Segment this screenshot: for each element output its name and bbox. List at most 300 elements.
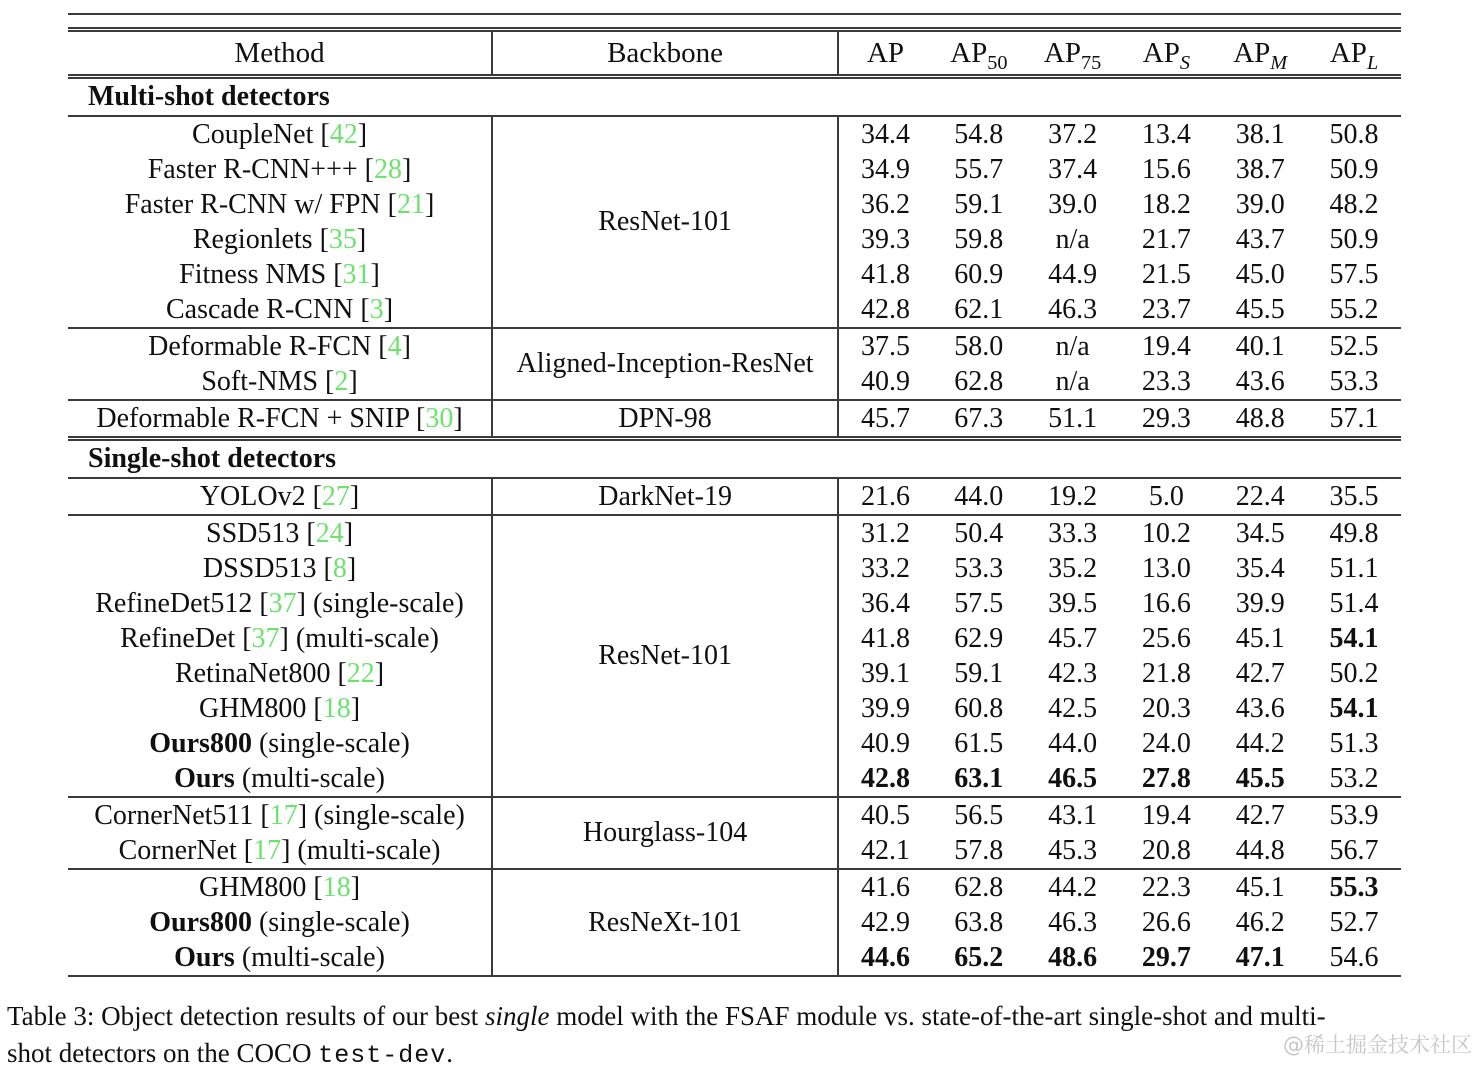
- metric-cell: 33.2: [861, 552, 910, 584]
- metric-cell: 46.3: [1048, 293, 1098, 325]
- table-row: [68, 328, 1401, 364]
- metric-cell: 13.4: [1120, 116, 1214, 152]
- method-cell: [68, 515, 492, 551]
- method-name: Deformable R-FCN: [148, 330, 372, 362]
- metric-cell: 21.7: [1141, 223, 1191, 255]
- metric-cell: 39.9: [1235, 587, 1285, 619]
- metric-header-base: AP: [950, 36, 988, 69]
- metric-cell: 35.5: [1307, 478, 1401, 515]
- method-cell: [68, 656, 492, 691]
- metric-cell: 45.1: [1235, 622, 1285, 654]
- metric-cell: 42.3: [1048, 657, 1098, 689]
- bracket-open: [: [380, 188, 397, 220]
- bracket-open: [: [326, 258, 343, 290]
- method-cell: [68, 116, 492, 152]
- metric-cell: 51.4: [1329, 587, 1379, 619]
- metric-cell: 24.0: [1141, 727, 1191, 759]
- caption-text: Table 3: Object detection results of our best: [7, 1001, 485, 1031]
- citation-number: 17: [269, 799, 298, 831]
- metric-cell: 19.4: [1120, 328, 1214, 364]
- caption-text: test-dev: [318, 1041, 447, 1070]
- metric-cell: 42.7: [1235, 657, 1285, 689]
- metric-cell: 42.5: [1048, 692, 1098, 724]
- citation-number: 28: [373, 153, 402, 185]
- metric-cell: 40.5: [838, 797, 932, 833]
- method-cell: [68, 833, 492, 869]
- metric-cell: 43.1: [1026, 797, 1120, 833]
- bracket-close: ]: [279, 622, 289, 654]
- bracket-open: [: [235, 622, 252, 654]
- method-cell: [68, 478, 492, 515]
- method-name: CornerNet: [118, 834, 237, 866]
- metric-header-sub: S: [1179, 51, 1190, 74]
- metric-cell: 44.2: [1026, 869, 1120, 905]
- metric-cell: 46.2: [1235, 906, 1285, 938]
- metric-cell: 62.8: [954, 365, 1004, 397]
- metric-cell: 51.3: [1329, 727, 1379, 759]
- col-header-metric: [1120, 30, 1214, 77]
- method-name: GHM800: [199, 692, 307, 724]
- metric-cell: 62.9: [954, 622, 1004, 654]
- metric-cell: 23.7: [1141, 293, 1191, 325]
- citation-number: 2: [334, 365, 349, 397]
- metric-cell: 38.7: [1235, 153, 1285, 185]
- bracket-close: ]: [370, 258, 380, 290]
- section-title: Single-shot detectors: [68, 439, 1401, 479]
- metric-cell: 39.3: [861, 223, 910, 255]
- citation-number: 35: [328, 223, 357, 255]
- bracket-close: ]: [401, 330, 411, 362]
- metric-cell: 38.1: [1213, 116, 1307, 152]
- method-cell: [68, 586, 492, 621]
- metric-cell: 39.1: [861, 657, 910, 689]
- bracket-open: [: [313, 118, 330, 150]
- metric-cell: 62.8: [932, 869, 1026, 905]
- metric-cell: 52.7: [1329, 906, 1379, 938]
- metric-cell: 44.9: [1048, 258, 1098, 290]
- metric-cell: 13.0: [1141, 552, 1191, 584]
- metric-cell: 57.5: [954, 587, 1004, 619]
- col-header-backbone: Backbone: [492, 30, 838, 77]
- metric-cell: 57.5: [1329, 258, 1379, 290]
- method-cell: [68, 691, 492, 726]
- metric-cell: 67.3: [932, 400, 1026, 439]
- metric-cell: 37.5: [838, 328, 932, 364]
- metric-header-base: AP: [1142, 36, 1180, 69]
- method-suffix: (single-scale): [251, 906, 410, 938]
- metric-cell: 26.6: [1141, 906, 1191, 938]
- bracket-close: ]: [453, 402, 463, 434]
- method-suffix: (multi-scale): [290, 834, 441, 866]
- metric-cell: 31.2: [838, 515, 932, 551]
- metric-cell: 45.0: [1235, 258, 1285, 290]
- metric-cell: 54.8: [932, 116, 1026, 152]
- caption-text: single: [484, 1001, 550, 1031]
- bracket-close: ]: [281, 834, 291, 866]
- bracket-close: ]: [424, 188, 435, 220]
- bracket-close: ]: [374, 657, 385, 689]
- method-cell: [68, 222, 492, 257]
- bracket-open: [: [357, 153, 374, 185]
- backbone-cell: DarkNet-19: [492, 478, 838, 515]
- metric-cell: 29.7: [1141, 941, 1191, 973]
- bracket-close: ]: [349, 480, 360, 512]
- bracket-close: ]: [296, 587, 306, 619]
- citation-number: 18: [322, 871, 351, 903]
- metric-cell: 40.9: [861, 727, 910, 759]
- method-name: RefineDet: [120, 622, 236, 654]
- backbone-cell: ResNet-101: [492, 515, 838, 797]
- metric-cell: 39.0: [1048, 188, 1098, 220]
- section-row: [68, 439, 1401, 479]
- metric-cell: 39.0: [1235, 188, 1285, 220]
- metric-header-base: AP: [1233, 36, 1271, 69]
- metric-cell: 50.4: [932, 515, 1026, 551]
- metric-header-sub: M: [1270, 51, 1288, 74]
- citation-number: 8: [332, 552, 347, 584]
- method-name: Regionlets: [192, 223, 313, 255]
- method-cell: [68, 292, 492, 328]
- metric-cell: 54.1: [1329, 692, 1379, 724]
- bracket-open: [: [306, 692, 323, 724]
- bracket-open: [: [305, 480, 322, 512]
- metric-header-sub: L: [1366, 51, 1379, 74]
- table-row: [68, 116, 1401, 152]
- metric-cell: 62.1: [954, 293, 1004, 325]
- method-name: Deformable R-FCN + SNIP: [96, 402, 410, 434]
- bracket-close: ]: [357, 118, 368, 150]
- metric-cell: 27.8: [1141, 762, 1191, 794]
- method-cell: [68, 869, 492, 905]
- metric-cell: 44.0: [1048, 727, 1098, 759]
- metric-cell: 50.9: [1329, 223, 1379, 255]
- metric-cell: 56.5: [932, 797, 1026, 833]
- method-cell: [68, 328, 492, 364]
- metric-cell: 5.0: [1120, 478, 1214, 515]
- bracket-open: [: [253, 799, 270, 831]
- bracket-open: [: [299, 517, 316, 549]
- method-name: RetinaNet800: [174, 657, 331, 689]
- metric-header-base: AP: [1329, 36, 1367, 69]
- metric-cell: 43.7: [1235, 223, 1285, 255]
- metric-cell: n/a: [1026, 328, 1120, 364]
- method-name: RefineDet512: [95, 587, 253, 619]
- bracket-open: [: [330, 657, 347, 689]
- metric-cell: 54.6: [1329, 941, 1379, 973]
- metric-cell: 46.3: [1048, 906, 1098, 938]
- metric-cell: 44.6: [861, 941, 910, 973]
- method-name: DSSD513: [202, 552, 317, 584]
- metric-cell: 37.2: [1026, 116, 1120, 152]
- bracket-close: ]: [350, 871, 361, 903]
- metric-cell: 35.2: [1048, 552, 1098, 584]
- citation-number: 3: [369, 293, 384, 325]
- metric-cell: 19.2: [1026, 478, 1120, 515]
- method-name: Faster R-CNN+++: [147, 153, 358, 185]
- citation-number: 21: [396, 188, 425, 220]
- metric-cell: 52.5: [1307, 328, 1401, 364]
- metric-cell: 53.3: [954, 552, 1004, 584]
- method-cell: [68, 551, 492, 586]
- method-cell: [68, 400, 492, 439]
- method-cell: [68, 187, 492, 222]
- metric-cell: 56.7: [1329, 834, 1379, 866]
- bracket-open: [: [353, 293, 370, 325]
- citation-number: 27: [321, 480, 350, 512]
- metric-cell: 50.9: [1329, 153, 1379, 185]
- method-name: Ours: [174, 941, 235, 973]
- metric-cell: 44.8: [1235, 834, 1285, 866]
- method-name: Faster R-CNN w/ FPN: [124, 188, 381, 220]
- table-top-rule: [68, 13, 1401, 15]
- bracket-open: [: [252, 587, 269, 619]
- metric-cell: 61.5: [954, 727, 1004, 759]
- bracket-open: [: [306, 871, 323, 903]
- metric-cell: 63.1: [954, 762, 1004, 794]
- metric-header-base: AP: [866, 36, 905, 69]
- metric-cell: 21.5: [1141, 258, 1191, 290]
- method-name: Ours800: [149, 727, 252, 759]
- citation-number: 24: [315, 517, 344, 549]
- bracket-open: [: [236, 834, 254, 866]
- table-body: [68, 77, 1401, 977]
- metric-cell: 34.4: [838, 116, 932, 152]
- metric-cell: 29.3: [1120, 400, 1214, 439]
- caption-line: [7, 998, 1469, 1035]
- col-header-method: Method: [68, 30, 492, 77]
- metric-cell: 22.3: [1120, 869, 1214, 905]
- method-cell: [68, 797, 492, 833]
- bracket-close: ]: [401, 153, 412, 185]
- method-suffix: (multi-scale): [234, 941, 385, 973]
- metric-header-base: AP: [1043, 36, 1081, 69]
- metric-cell: 21.8: [1141, 657, 1191, 689]
- results-table-container: [68, 13, 1401, 977]
- metric-cell: 10.2: [1120, 515, 1214, 551]
- citation-number: 18: [322, 692, 351, 724]
- method-suffix: (single-scale): [305, 587, 464, 619]
- metric-cell: 45.5: [1235, 762, 1285, 794]
- table-caption: [7, 998, 1469, 1074]
- method-cell: [68, 364, 492, 400]
- metric-cell: 59.1: [954, 188, 1004, 220]
- metric-cell: 19.4: [1120, 797, 1214, 833]
- metric-cell: 40.1: [1213, 328, 1307, 364]
- method-name: CornerNet511: [94, 799, 254, 831]
- metric-cell: 60.9: [954, 258, 1004, 290]
- metric-cell: 22.4: [1213, 478, 1307, 515]
- bracket-close: ]: [350, 692, 361, 724]
- metric-cell: 55.7: [954, 153, 1004, 185]
- metric-cell: n/a: [1055, 365, 1090, 397]
- method-cell: [68, 726, 492, 761]
- metric-header-sub: 50: [987, 51, 1008, 74]
- metric-cell: 58.0: [932, 328, 1026, 364]
- metric-cell: 16.6: [1141, 587, 1191, 619]
- metric-cell: 20.8: [1141, 834, 1191, 866]
- method-name: GHM800: [199, 871, 307, 903]
- metric-cell: 57.1: [1307, 400, 1401, 439]
- bracket-close: ]: [297, 799, 308, 831]
- metric-cell: 42.7: [1213, 797, 1307, 833]
- method-suffix: (single-scale): [307, 799, 465, 831]
- metric-cell: 21.6: [838, 478, 932, 515]
- method-cell: [68, 152, 492, 187]
- metric-cell: 42.1: [861, 834, 910, 866]
- metric-cell: 45.7: [1048, 622, 1098, 654]
- header-row: [68, 30, 1401, 77]
- metric-cell: 18.2: [1141, 188, 1191, 220]
- bracket-open: [: [318, 365, 335, 397]
- bracket-open: [: [316, 552, 333, 584]
- metric-cell: 53.3: [1329, 365, 1379, 397]
- metric-cell: 55.3: [1307, 869, 1401, 905]
- metric-cell: 35.4: [1235, 552, 1285, 584]
- table-row: [68, 797, 1401, 833]
- metric-cell: 36.4: [861, 587, 910, 619]
- bracket-open: [: [312, 223, 329, 255]
- col-header-metric: [1026, 30, 1120, 77]
- metric-cell: 34.9: [861, 153, 910, 185]
- method-cell: [68, 761, 492, 797]
- metric-cell: 39.5: [1048, 587, 1098, 619]
- backbone-cell: Hourglass-104: [492, 797, 838, 869]
- caption-text: .: [446, 1038, 453, 1068]
- method-suffix: (single-scale): [251, 727, 410, 759]
- metric-cell: 57.8: [954, 834, 1004, 866]
- metric-cell: 41.8: [861, 258, 910, 290]
- method-name: Ours800: [149, 906, 252, 938]
- metric-cell: 48.8: [1213, 400, 1307, 439]
- citation-number: 30: [425, 402, 454, 434]
- metric-cell: 44.2: [1235, 727, 1285, 759]
- citation-number: 37: [251, 622, 280, 654]
- col-header-metric: [1307, 30, 1401, 77]
- backbone-cell: ResNet-101: [492, 116, 838, 328]
- bracket-close: ]: [383, 293, 394, 325]
- results-table: [68, 27, 1401, 977]
- section-title: Multi-shot detectors: [68, 77, 1401, 117]
- metric-cell: 50.8: [1307, 116, 1401, 152]
- metric-cell: 43.6: [1235, 692, 1285, 724]
- method-cell: [68, 621, 492, 656]
- metric-cell: 41.6: [838, 869, 932, 905]
- metric-cell: 51.1: [1026, 400, 1120, 439]
- bracket-close: ]: [348, 365, 358, 397]
- metric-cell: 47.1: [1235, 941, 1285, 973]
- citation-number: 22: [346, 657, 375, 689]
- col-header-metric: [838, 30, 932, 77]
- metric-cell: 45.5: [1235, 293, 1285, 325]
- metric-cell: 39.9: [861, 692, 910, 724]
- citation-number: 37: [268, 587, 297, 619]
- metric-cell: 46.5: [1048, 762, 1098, 794]
- caption-line: [7, 1035, 1469, 1074]
- metric-cell: 63.8: [954, 906, 1004, 938]
- metric-cell: 65.2: [954, 941, 1004, 973]
- method-name: CoupleNet: [192, 118, 314, 150]
- bracket-open: [: [371, 330, 388, 362]
- method-name: SSD513: [206, 517, 300, 549]
- metric-cell: 36.2: [861, 188, 910, 220]
- metric-cell: 43.6: [1235, 365, 1285, 397]
- metric-cell: 23.3: [1141, 365, 1191, 397]
- method-cell: [68, 905, 492, 940]
- method-name: Soft-NMS: [201, 365, 319, 397]
- metric-cell: 48.2: [1329, 188, 1379, 220]
- col-header-metric: [932, 30, 1026, 77]
- method-name: Ours: [174, 762, 235, 794]
- metric-cell: 37.4: [1048, 153, 1098, 185]
- metric-cell: 34.5: [1213, 515, 1307, 551]
- metric-cell: 53.2: [1329, 762, 1379, 794]
- method-cell: [68, 940, 492, 976]
- caption-text: shot detectors on the COCO: [7, 1038, 319, 1068]
- metric-cell: 45.1: [1213, 869, 1307, 905]
- metric-cell: 25.6: [1141, 622, 1191, 654]
- metric-cell: 15.6: [1141, 153, 1191, 185]
- watermark: @稀土掘金技术社区: [1283, 1033, 1472, 1057]
- table-row: [68, 515, 1401, 551]
- col-header-metric: [1213, 30, 1307, 77]
- table-row: [68, 869, 1401, 905]
- section-row: [68, 77, 1401, 117]
- method-cell: [68, 257, 492, 292]
- method-suffix: (multi-scale): [288, 622, 439, 654]
- backbone-cell: ResNeXt-101: [492, 869, 838, 976]
- bracket-open: [: [409, 402, 426, 434]
- method-name: Fitness NMS: [179, 258, 327, 290]
- metric-cell: 20.3: [1141, 692, 1191, 724]
- metric-cell: 51.1: [1329, 552, 1379, 584]
- metric-cell: 59.8: [954, 223, 1004, 255]
- metric-cell: 54.1: [1329, 622, 1379, 654]
- citation-number: 4: [387, 330, 402, 362]
- metric-cell: 42.8: [861, 762, 910, 794]
- metric-cell: 50.2: [1329, 657, 1379, 689]
- caption-text: model with the FSAF module vs. state-of-the-art single-shot and multi-: [549, 1001, 1326, 1031]
- metric-cell: 60.8: [954, 692, 1004, 724]
- metric-header-sub: 75: [1081, 51, 1102, 74]
- citation-number: 42: [329, 118, 358, 150]
- metric-cell: n/a: [1055, 223, 1090, 255]
- metric-cell: 40.9: [861, 365, 910, 397]
- citation-number: 31: [342, 258, 371, 290]
- metric-cell: 44.0: [932, 478, 1026, 515]
- metric-cell: 45.3: [1048, 834, 1098, 866]
- metric-cell: 59.1: [954, 657, 1004, 689]
- metric-cell: 55.2: [1329, 293, 1379, 325]
- metric-cell: 42.8: [861, 293, 910, 325]
- table-row: [68, 478, 1401, 515]
- backbone-cell: DPN-98: [492, 400, 838, 439]
- metric-cell: 42.9: [861, 906, 910, 938]
- method-suffix: (multi-scale): [234, 762, 385, 794]
- metric-cell: 53.9: [1307, 797, 1401, 833]
- backbone-cell: Aligned-Inception-ResNet: [492, 328, 838, 400]
- metric-cell: 49.8: [1307, 515, 1401, 551]
- metric-cell: 33.3: [1026, 515, 1120, 551]
- bracket-close: ]: [343, 517, 354, 549]
- method-name: YOLOv2: [199, 480, 306, 512]
- table-row: [68, 400, 1401, 439]
- metric-cell: 41.8: [861, 622, 910, 654]
- method-name: Cascade R-CNN: [166, 293, 354, 325]
- bracket-close: ]: [346, 552, 357, 584]
- metric-cell: 48.6: [1048, 941, 1098, 973]
- metric-cell: 45.7: [838, 400, 932, 439]
- bracket-close: ]: [356, 223, 367, 255]
